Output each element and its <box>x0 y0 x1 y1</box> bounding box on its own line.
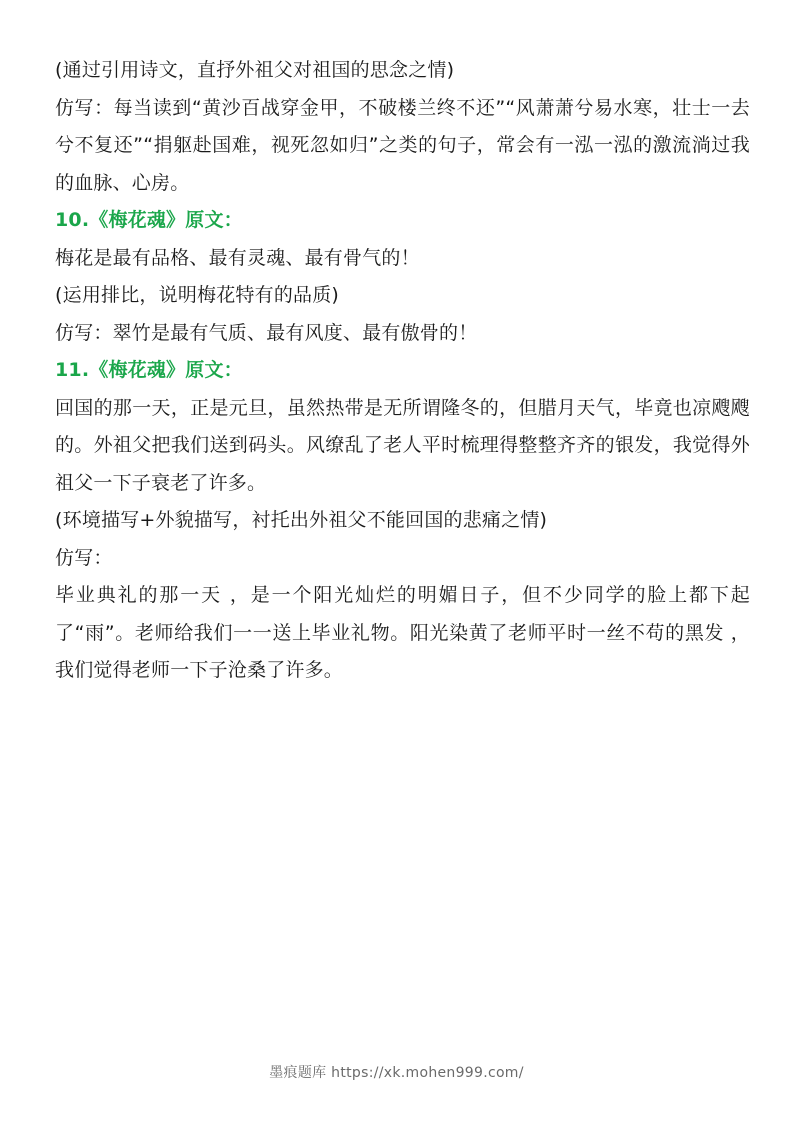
imitation-paragraph: 毕业典礼的那一天 ，是一个阳光灿烂的明媚日子，但不少同学的脸上都下起了“雨”。老师给我们一一送上毕业礼物。阳光染黄了老师平时一丝不苟的黑发 ，我们觉得老师一下子沧桑了许多。 <box>55 584 750 681</box>
section-heading-11: 11.《梅花魂》原文： <box>55 359 243 381</box>
annotation-note: (环境描写+外貌描写，衬托出外祖父不能回国的悲痛之情) <box>55 509 548 531</box>
imitation-paragraph: 仿写：每当读到“黄沙百战穿金甲，不破楼兰终不还”“风萧萧兮易水寒，壮士一去兮不复还”“捐躯赴国难，视死忽如归”之类的句子，常会有一泓一泓的激流淌过我的血脉、心房。 <box>55 96 750 194</box>
original-text: 回国的那一天，正是元旦，虽然热带是无所谓隆冬的，但腊月天气，毕竟也凉飕飕的。外祖父把我们送到码头。风缭乱了老人平时梳理得整整齐齐的银发，我觉得外祖父一下子衰老了许多。 <box>55 396 750 494</box>
document-body <box>55 52 750 690</box>
page-footer-watermark: 墨痕题库 https://xk.mohen999.com/ <box>269 1065 524 1081</box>
original-text: 梅花是最有品格、最有灵魂、最有骨气的！ <box>55 246 420 269</box>
annotation-note: (通过引用诗文，直抒外祖父对祖国的思念之情) <box>55 59 455 81</box>
annotation-note: (运用排比，说明梅花特有的品质) <box>55 284 340 306</box>
imitation-label: 仿写： <box>55 546 113 569</box>
imitation-paragraph: 仿写：翠竹是最有气质、最有风度、最有傲骨的！ <box>55 321 478 344</box>
section-heading-10: 10.《梅花魂》原文： <box>55 209 243 231</box>
